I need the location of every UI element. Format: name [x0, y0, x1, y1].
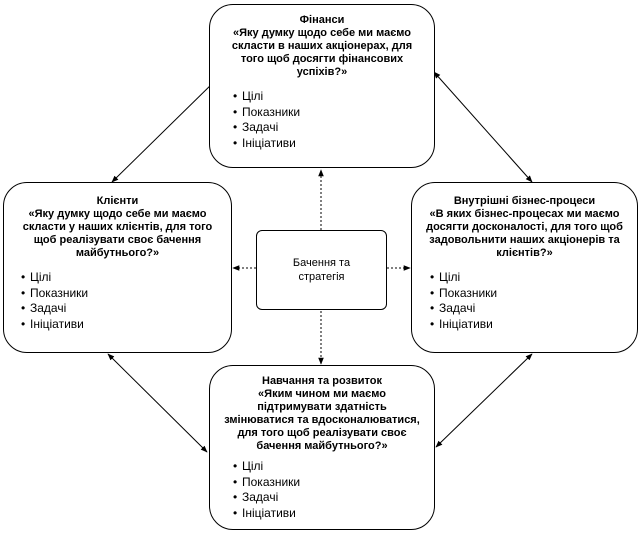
list-item: • Показники — [233, 475, 426, 491]
list-item: • Цілі — [430, 270, 629, 286]
customers-question: «Яку думку щодо себе ми маємо скласти у наших клієнтів, для того щоб реалізувати своє бачення майбутнього?» — [22, 208, 213, 259]
internal-processes-items-list — [420, 270, 629, 332]
list-item: • Задачі — [21, 301, 225, 317]
list-item: • Задачі — [233, 490, 426, 506]
list-item: • Показники — [21, 286, 225, 302]
list-item: • Цілі — [233, 89, 424, 105]
internal-processes-question: «В яких бізнес-процесах ми маємо досягти досконалості, для того щоб задовольнити наших акціонерів та клієнтів?» — [426, 208, 623, 259]
vision-strategy-label: Бачення та стратегія — [292, 257, 351, 283]
internal-processes-perspective-box — [411, 182, 638, 353]
learning-growth-title: Навчання та розвиток — [262, 375, 382, 387]
arrow-finance-customers — [112, 80, 216, 182]
learning-growth-items-list — [218, 459, 426, 521]
list-item: • Ініціативи — [233, 136, 424, 152]
internal-processes-title: Внутрішні бізнес-процеси — [453, 195, 596, 207]
learning-growth-perspective-box — [209, 365, 435, 530]
list-item: • Показники — [233, 105, 424, 121]
arrow-customers-learning — [108, 354, 207, 452]
learning-growth-question: «Яким чином ми маємо підтримувати здатність змінюватися та вдосконалюватися, для того щоб реалізувати своє бачення майбутнього?» — [224, 388, 420, 452]
finance-items-list — [220, 89, 424, 151]
customers-perspective-box — [3, 182, 232, 353]
finance-title: Фінанси — [299, 14, 345, 26]
list-item: • Цілі — [233, 459, 426, 475]
list-item: • Ініціативи — [430, 317, 629, 333]
finance-perspective-box — [209, 4, 435, 168]
customers-title: Клієнти — [96, 195, 139, 207]
arrow-finance-internal — [434, 72, 532, 182]
list-item: • Задачі — [233, 120, 424, 136]
finance-question: «Яку думку щодо себе ми маємо скласти в наших акціонерах, для того щоб досягти фінансових успіхів?» — [231, 27, 413, 78]
list-item: • Ініціативи — [21, 317, 225, 333]
customers-items-list — [10, 270, 225, 332]
arrow-internal-learning — [436, 354, 532, 447]
list-item: • Показники — [430, 286, 629, 302]
list-item: • Ініціативи — [233, 506, 426, 522]
list-item: • Цілі — [21, 270, 225, 286]
vision-strategy-box — [256, 230, 387, 310]
list-item: • Задачі — [430, 301, 629, 317]
